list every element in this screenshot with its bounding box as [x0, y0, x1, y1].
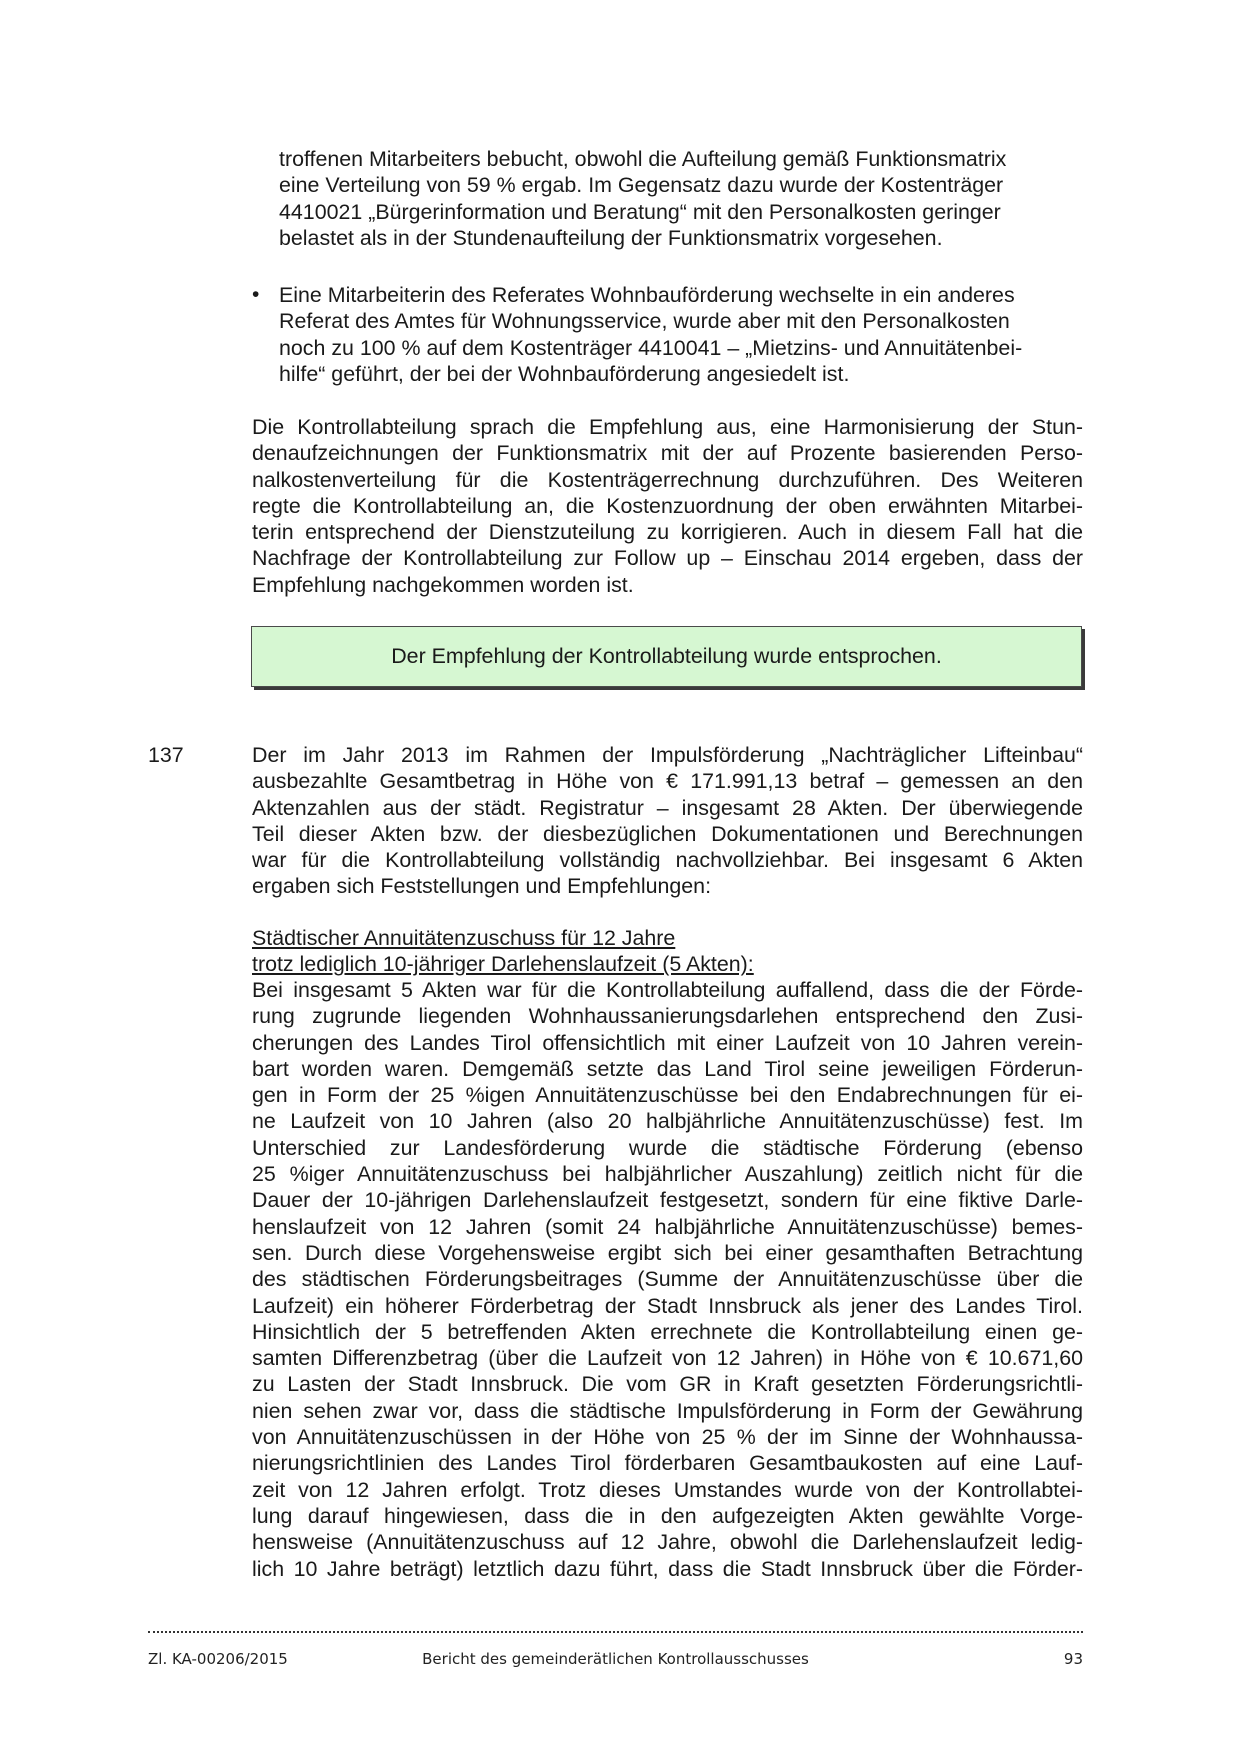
recommendation-paragraph: [252, 414, 1083, 598]
text-line: 4410021 „Bürgerinformation und Beratung“ mit den Personalkosten geringer: [279, 199, 1001, 224]
text-line: ergaben sich Feststellungen und Empfehlungen:: [252, 874, 712, 899]
status-box: [251, 626, 1082, 687]
footer-reference: Zl. KA-00206/2015: [148, 1650, 288, 1668]
footer-title: Bericht des gemeinderätlichen Kontrollausschusses: [422, 1650, 809, 1668]
status-box-text: Der Empfehlung der Kontrollabteilung wurde entsprochen.: [391, 644, 942, 668]
section-paragraph: [252, 742, 1083, 900]
text-line: Empfehlung nachgekommen worden ist.: [252, 572, 634, 597]
text-line: hilfe“ geführt, der bei der Wohnbauförderung angesiedelt ist.: [279, 361, 850, 386]
text-line: 25 %iger Annuitätenzuschuss bei halbjährlicher Auszahlung) zeitlich nicht für die: [252, 1162, 1083, 1187]
text-line: zu Lasten der Stadt Innsbruck. Die vom GR in Kraft gesetzten Förderungsrichtli-: [252, 1372, 1083, 1397]
text-line: war für die Kontrollabteilung vollständig nachvollziehbar. Bei insgesamt 6 Akten: [252, 848, 1083, 873]
text-line: Laufzeit) ein höherer Förderbetrag der Stadt Innsbruck als jener des Landes Tirol.: [252, 1293, 1083, 1318]
text-line: Eine Mitarbeiterin des Referates Wohnbauförderung wechselte in ein anderes: [279, 283, 1015, 307]
bullet-text: [279, 282, 1082, 387]
text-line: sen. Durch diese Vorgehensweise ergibt sich bei einer gesamthaften Betrachtung: [252, 1240, 1083, 1265]
text-line: Die Kontrollabteilung sprach die Empfehlung aus, eine Harmonisierung der Stun-: [252, 415, 1083, 439]
subheading: [252, 925, 1083, 978]
subheading-line: trotz lediglich 10-jähriger Darlehenslaufzeit (5 Akten):: [252, 952, 754, 977]
text-line: ausbezahlte Gesamtbetrag in Höhe von € 171.991,13 betraf – gemessen an den: [252, 769, 1083, 794]
footer-divider: [148, 1631, 1083, 1635]
page-number: 93: [1063, 1650, 1083, 1668]
text-line: regte die Kontrollabteilung an, die Kostenzuordnung der oben erwähnten Mitarbei-: [252, 493, 1083, 518]
text-line: Teil dieser Akten bzw. der diesbezüglichen Dokumentationen und Berechnungen: [252, 821, 1083, 846]
text-line: Hinsichtlich der 5 betreffenden Akten errechnete die Kontrollabteilung einen ge-: [252, 1319, 1083, 1344]
body-paragraph: [252, 977, 1083, 1582]
bullet-icon: •: [252, 283, 260, 306]
text-line: lich 10 Jahre beträgt) letztlich dazu führt, dass die Stadt Innsbruck über die Förder-: [252, 1556, 1083, 1581]
text-line: samten Differenzbetrag (über die Laufzeit von 12 Jahren) in Höhe von € 10.671,60: [252, 1346, 1083, 1371]
text-line: nalkostenverteilung für die Kostenträgerrechnung durchzuführen. Des Weiteren: [252, 467, 1083, 492]
text-line: hensweise (Annuitätenzuschuss auf 12 Jahre, obwohl die Darlehenslaufzeit ledig-: [252, 1530, 1083, 1555]
subheading-line: Städtischer Annuitätenzuschuss für 12 Jahre: [252, 926, 676, 950]
text-line: belastet als in der Stundenaufteilung der Funktionsmatrix vorgesehen.: [279, 225, 943, 250]
text-line: des städtischen Förderungsbeitrages (Summe der Annuitätenzuschüsse über die: [252, 1267, 1083, 1292]
page-footer: [148, 1650, 1083, 1672]
continuation-paragraph: [279, 146, 1079, 251]
text-line: bart worden waren. Demgemäß setzte das Land Tirol seine jeweiligen Förderun-: [252, 1056, 1083, 1081]
text-line: Bei insgesamt 5 Akten war für die Kontrollabteilung auffallend, dass die der Förde-: [252, 978, 1083, 1002]
text-line: Der im Jahr 2013 im Rahmen der Impulsförderung „Nachträglicher Lifteinbau“: [252, 743, 1083, 767]
text-line: noch zu 100 % auf dem Kostenträger 4410041 – „Mietzins- und Annuitätenbei-: [279, 335, 1023, 360]
text-line: Dauer der 10-jährigen Darlehenslaufzeit festgesetzt, sondern für eine fiktive Darle-: [252, 1188, 1083, 1213]
text-line: troffenen Mitarbeiters bebucht, obwohl die Aufteilung gemäß Funktionsmatrix: [279, 147, 1007, 171]
text-line: von Annuitätenzuschüssen in der Höhe von 25 % der im Sinne der Wohnhaussa-: [252, 1425, 1083, 1450]
text-line: denaufzeichnungen der Funktionsmatrix mit der auf Prozente basierenden Perso-: [252, 441, 1083, 466]
text-line: Aktenzahlen aus der städt. Registratur – insgesamt 28 Akten. Der überwiegende: [252, 795, 1083, 820]
section-number: 137: [148, 743, 184, 767]
text-line: cherungen des Landes Tirol offensichtlich mit einer Laufzeit von 10 Jahren verein-: [252, 1030, 1083, 1055]
text-line: Referat des Amtes für Wohnungsservice, wurde aber mit den Personalkosten: [279, 309, 1010, 334]
text-line: Nachfrage der Kontrollabteilung zur Follow up – Einschau 2014 ergeben, dass der: [252, 546, 1083, 571]
text-line: lung darauf hingewiesen, dass die in den aufgezeigten Akten gewählte Vorge-: [252, 1503, 1083, 1528]
text-line: Unterschied zur Landesförderung wurde die städtische Förderung (ebenso: [252, 1135, 1083, 1160]
text-line: nierungsrichtlinien des Landes Tirol förderbaren Gesamtbaukosten auf eine Lauf-: [252, 1451, 1083, 1476]
text-line: rung zugrunde liegenden Wohnhaussanierungsdarlehen entsprechend den Zusi-: [252, 1004, 1083, 1029]
text-line: henslaufzeit von 12 Jahren (somit 24 halbjährliche Annuitätenzuschüsse) bemes-: [252, 1214, 1083, 1239]
text-line: zeit von 12 Jahren erfolgt. Trotz dieses Umstandes wurde von der Kontrollabtei-: [252, 1477, 1083, 1502]
text-line: nien sehen zwar vor, dass die städtische Impulsförderung in Form der Gewährung: [252, 1398, 1083, 1423]
text-line: gen in Form der 25 %igen Annuitätenzuschüsse bei den Endabrechnungen für ei-: [252, 1083, 1083, 1108]
text-line: ne Laufzeit von 10 Jahren (also 20 halbjährliche Annuitätenzuschüsse) fest. Im: [252, 1109, 1083, 1134]
text-line: eine Verteilung von 59 % ergab. Im Gegensatz dazu wurde der Kostenträger: [279, 173, 1004, 198]
text-line: terin entsprechend der Dienstzuteilung zu korrigieren. Auch in diesem Fall hat die: [252, 520, 1083, 545]
